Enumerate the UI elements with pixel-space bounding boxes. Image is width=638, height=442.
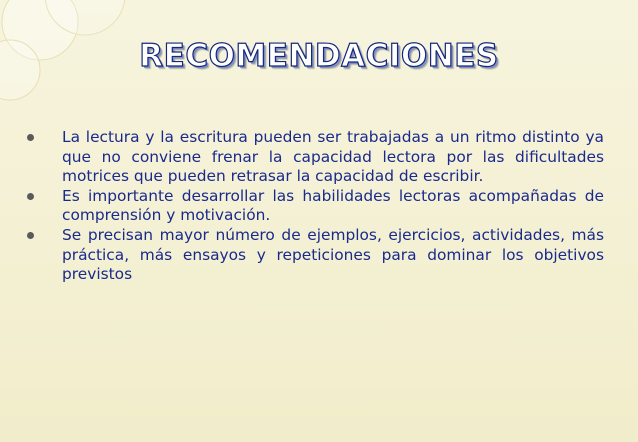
- bullet-list: [22, 128, 604, 285]
- bullet-dot-icon: [27, 134, 34, 141]
- bullet-item: [22, 128, 604, 187]
- bullet-text: La lectura y la escritura pueden ser trabajadas a un ritmo distinto ya que no conviene frenar la capacidad lectora por las dificultades motrices que pueden retrasar la capacidad de escribir.: [62, 128, 604, 186]
- slide-title: RECOMENDACIONES: [139, 38, 499, 74]
- bullet-text: Es importante desarrollar las habilidades lectoras acompañadas de comprensión y motivación.: [62, 186, 604, 225]
- bullet-dot-icon: [27, 193, 34, 200]
- bullet-item: [22, 187, 604, 226]
- bullet-dot-icon: [27, 232, 34, 239]
- bullet-item: [22, 226, 604, 285]
- bullet-text: Se precisan mayor número de ejemplos, ejercicios, actividades, más práctica, más ensayos y repeticiones para dominar los objetivos previstos: [62, 225, 604, 284]
